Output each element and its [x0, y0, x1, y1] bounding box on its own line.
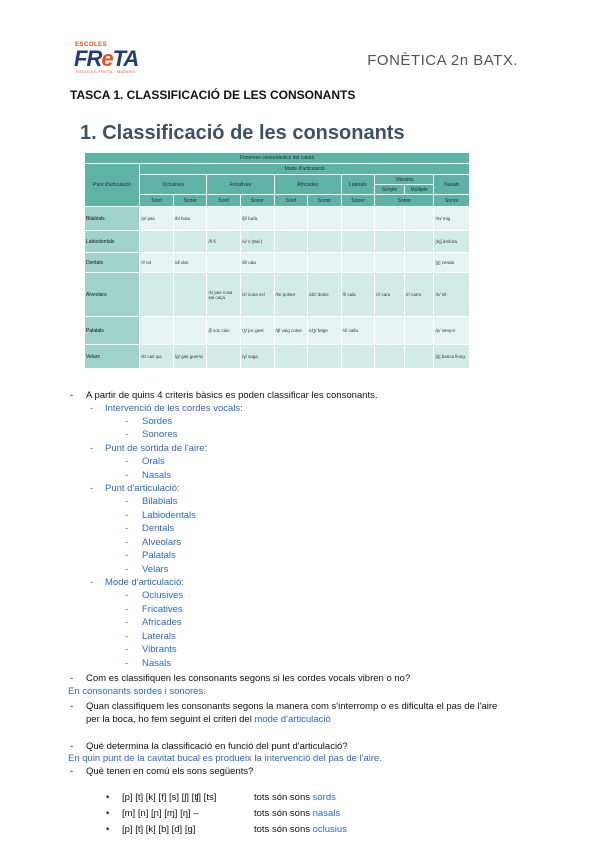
- phoneme-cell: /ɲ/ senyor: [434, 317, 470, 345]
- phoneme-cell: [308, 345, 342, 369]
- phoneme-cell: /r/ carro: [404, 273, 434, 317]
- phoneme-cell: /f/ fi: [207, 231, 241, 253]
- task-title: TASCA 1. CLASSIFICACIÓ DE LES CONSONANTS: [70, 88, 356, 102]
- dash-marker: -: [125, 644, 129, 655]
- phoneme-cell: [274, 345, 308, 369]
- criterion-item: Dentals: [142, 523, 175, 534]
- phoneme-cell: [274, 207, 308, 231]
- course-label: FONÈTICA 2n BATX.: [367, 52, 518, 69]
- mode-header: Vibrants: [375, 175, 434, 185]
- logo-brand: FReTA: [74, 46, 139, 71]
- phoneme-cell: [173, 231, 207, 253]
- criterion-item: Palatals: [142, 550, 176, 561]
- question-3-line-2: per la boca, ho fem seguint el criteri del mode d'articulació: [86, 714, 331, 725]
- sound-answer-line: tots són sons nasals: [254, 808, 341, 819]
- phoneme-cell: /t/ tot: [140, 253, 174, 273]
- phoneme-cell: [375, 345, 405, 369]
- phoneme-cell: [n̪] zenda: [434, 253, 470, 273]
- dash-marker: -: [70, 766, 74, 777]
- phoneme-cell: [140, 231, 174, 253]
- table-row: [85, 317, 470, 345]
- bullet-marker: •: [106, 808, 110, 818]
- voice-header: Sonor: [375, 195, 434, 207]
- dash-marker: -: [125, 564, 129, 575]
- criterion-item: Sonores: [142, 429, 178, 440]
- phoneme-cell: [404, 253, 434, 273]
- phoneme-cell: /b/ bota: [173, 207, 207, 231]
- criterion-label: Mode d'articulació:: [105, 577, 184, 588]
- sound-answer-line: tots són sons oclusius: [254, 824, 347, 835]
- criterion-item: Velars: [142, 564, 169, 575]
- dash-marker: -: [125, 470, 129, 481]
- phoneme-cell: [308, 253, 342, 273]
- phoneme-cell: [ɱ] àmfora: [434, 231, 470, 253]
- vibrant-sub-header: Simple: [375, 185, 405, 195]
- sound-group: [p] [t] [k] [f] [s] [ʃ] [ʧ] [ts]: [122, 792, 217, 803]
- dash-marker: -: [125, 617, 129, 628]
- row-label: Alveolars: [85, 273, 140, 317]
- phoneme-cell: /s/ pas cosa sal caça: [207, 273, 241, 317]
- sound-answer-line: tots són sons sords: [254, 792, 336, 803]
- answer-2: En consonants sordes i sonores.: [68, 686, 206, 697]
- dash-marker: -: [70, 390, 74, 401]
- dash-marker: -: [125, 550, 129, 561]
- table-row: [85, 273, 470, 317]
- sound-group: [p] [t] [k] [b] [d] [g]: [122, 824, 196, 835]
- criterion-label: Punt de sortida de l'aire:: [105, 443, 208, 454]
- row-label: Palatals: [85, 317, 140, 345]
- phoneme-cell: /z/ zona zel: [240, 273, 274, 317]
- criterion-item: Vibrants: [142, 644, 177, 655]
- phoneme-cell: /v/ v (Bal.): [240, 231, 274, 253]
- dash-marker: -: [70, 741, 74, 752]
- criterion-label: Intervenció de les cordes vocals:: [105, 403, 243, 414]
- phoneme-cell: /tʃ/ vaig cotxe: [274, 317, 308, 345]
- row-label: Bilabials: [85, 207, 140, 231]
- voice-header: Sonor: [308, 195, 342, 207]
- criterion-item: Nasals: [142, 470, 172, 481]
- dash-marker: -: [125, 658, 129, 669]
- dash-marker: -: [70, 673, 74, 684]
- voice-header: Sonor: [173, 195, 207, 207]
- question-2: Com es classifiquen les consonants segons si les cordes vocals vibren o no?: [86, 673, 411, 684]
- row-label: Velars: [85, 345, 140, 369]
- mode-header: Africades: [274, 175, 341, 195]
- consonant-table: [84, 152, 470, 368]
- phoneme-cell: [173, 317, 207, 345]
- phoneme-cell: [173, 273, 207, 317]
- question-3-line-1: Quan classifiquem les consonants segons la manera com s'interromp o es dificulta el pas de l'aire: [86, 701, 498, 712]
- phoneme-cell: /ʒ/ joc gest: [240, 317, 274, 345]
- logo-top-text: ESCOLES: [75, 42, 108, 48]
- criterion-item: Africades: [142, 617, 182, 628]
- sound-group: [m] [n] [ɲ] [ɱ] [ŋ] –: [122, 808, 199, 819]
- phoneme-cell: /ts/ potser: [274, 273, 308, 317]
- phoneme-cell: /k/ cas qui: [140, 345, 174, 369]
- phoneme-cell: /p/ pas: [140, 207, 174, 231]
- mode-header: Nasals: [434, 175, 470, 195]
- mode-header: Laterals: [341, 175, 375, 195]
- phoneme-cell: [ŋ] banca llong: [434, 345, 470, 369]
- question-5: Què tenen en comú els sons següents?: [86, 766, 254, 777]
- voice-header: Sonor: [434, 195, 470, 207]
- phoneme-cell: [404, 231, 434, 253]
- dash-marker: -: [70, 701, 74, 712]
- phoneme-cell: /ɾ/ cara: [375, 273, 405, 317]
- phoneme-cell: /ʎ/ calla: [341, 317, 375, 345]
- voice-header: Sord: [140, 195, 174, 207]
- phoneme-cell: [274, 231, 308, 253]
- phoneme-cell: [308, 231, 342, 253]
- criterion-item: Laterals: [142, 631, 176, 642]
- answer-4: En quin punt de la cavitat bucal es produeix la intervenció del pas de l'aire.: [68, 753, 382, 764]
- phoneme-cell: /ɣ/ saga: [240, 345, 274, 369]
- dash-marker: -: [125, 416, 129, 427]
- phoneme-cell: [207, 345, 241, 369]
- phoneme-cell: [308, 207, 342, 231]
- bullet-marker: •: [106, 824, 110, 834]
- phoneme-cell: /dʒ/ fetge: [308, 317, 342, 345]
- phoneme-cell: [404, 317, 434, 345]
- phoneme-cell: [341, 345, 375, 369]
- slide-title: 1. Classificació de les consonants: [80, 122, 405, 144]
- mode-header: Oclusives: [140, 175, 207, 195]
- criterion-item: Bilabials: [142, 496, 178, 507]
- logo-subtitle: ESCOLES FRETA · MATARÓ: [76, 69, 136, 74]
- table-row: [85, 253, 470, 273]
- phoneme-cell: /g/ gas guerra: [173, 345, 207, 369]
- phoneme-cell: /ð/ oda: [240, 253, 274, 273]
- phoneme-cell: [375, 231, 405, 253]
- school-logo: [72, 40, 154, 76]
- table-row: [85, 231, 470, 253]
- dash-marker: -: [125, 496, 129, 507]
- phoneme-cell: [207, 207, 241, 231]
- phoneme-cell: /n/ nit: [434, 273, 470, 317]
- dash-marker: -: [90, 443, 94, 454]
- criterion-label: Punt d'articulació:: [105, 483, 180, 494]
- voice-header: Sord: [274, 195, 308, 207]
- criterion-item: Labiodentals: [142, 510, 196, 521]
- question-1: A partir de quins 4 criteris bàsics es poden classificar les consonants.: [86, 390, 378, 401]
- table-row: [85, 207, 470, 231]
- criterion-item: Alveolars: [142, 537, 182, 548]
- phoneme-cell: [404, 207, 434, 231]
- phoneme-cell: [375, 253, 405, 273]
- voice-header: Sord: [207, 195, 241, 207]
- phoneme-cell: [375, 207, 405, 231]
- phoneme-cell: /m/ mig: [434, 207, 470, 231]
- dash-marker: -: [125, 456, 129, 467]
- table-row: [85, 345, 470, 369]
- phoneme-cell: /l/ cala: [341, 273, 375, 317]
- dash-marker: -: [90, 577, 94, 588]
- phoneme-cell: [140, 317, 174, 345]
- mode-header: Fricatives: [207, 175, 274, 195]
- criterion-item: Orals: [142, 456, 165, 467]
- voice-header: Sonor: [240, 195, 274, 207]
- phoneme-cell: /β/ bufa: [240, 207, 274, 231]
- phoneme-cell: /dz/ dotze: [308, 273, 342, 317]
- dash-marker: -: [125, 590, 129, 601]
- dash-marker: -: [125, 523, 129, 534]
- col-group-header: Mode d'articulació: [140, 164, 470, 175]
- answer-3: mode d'articulació: [254, 714, 331, 725]
- voice-header: Sonor: [341, 195, 375, 207]
- dash-marker: -: [90, 403, 94, 414]
- vibrant-sub-header: Múltiple: [404, 185, 434, 195]
- dash-marker: -: [125, 604, 129, 615]
- criterion-item: Sordes: [142, 416, 173, 427]
- phoneme-cell: [207, 253, 241, 273]
- dash-marker: -: [125, 537, 129, 548]
- phoneme-cell: [341, 231, 375, 253]
- dash-marker: -: [125, 510, 129, 521]
- table-caption: Fonemes consonàntics del català: [85, 153, 470, 164]
- phoneme-cell: [341, 253, 375, 273]
- criterion-item: Oclusives: [142, 590, 184, 601]
- dash-marker: -: [125, 429, 129, 440]
- phoneme-cell: [274, 253, 308, 273]
- phoneme-cell: [140, 273, 174, 317]
- phoneme-cell: [404, 345, 434, 369]
- phoneme-cell: /ʃ/ xoc caix: [207, 317, 241, 345]
- phoneme-cell: /d/ dos: [173, 253, 207, 273]
- dash-marker: -: [125, 631, 129, 642]
- dash-marker: -: [90, 483, 94, 494]
- question-4: Què determina la classificació en funció del punt d'articulació?: [86, 741, 348, 752]
- phoneme-cell: [375, 317, 405, 345]
- criterion-item: Fricatives: [142, 604, 183, 615]
- row-label: Dentals: [85, 253, 140, 273]
- phoneme-cell: [341, 207, 375, 231]
- criterion-item: Nasals: [142, 658, 172, 669]
- row-label: Labiodentals: [85, 231, 140, 253]
- bullet-marker: •: [106, 792, 110, 802]
- row-header: Punt d'articulació: [85, 164, 140, 207]
